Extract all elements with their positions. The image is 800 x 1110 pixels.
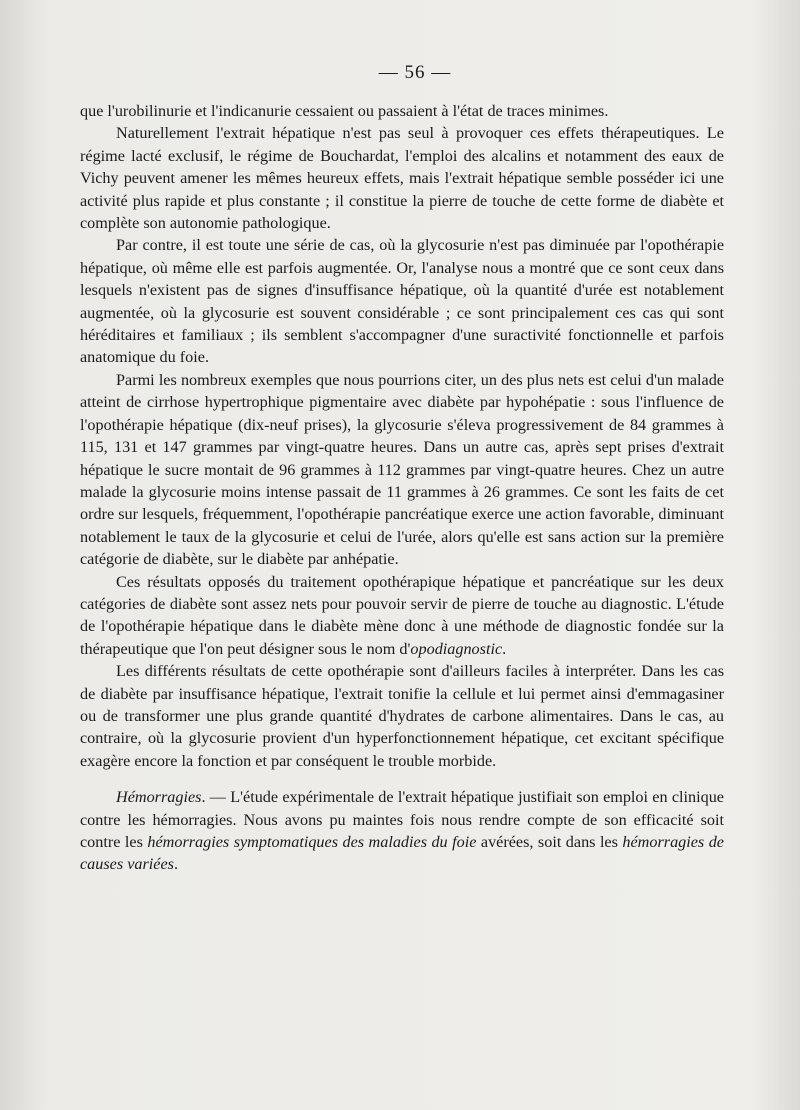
text-segment: Ces résultats opposés du traitement opothérapique hépatique et pancréatique sur les deux catégories de diabète sont assez nets pour pouvoir servir de pierre de touche au diagnostic. L'étude de l'opothérapie hépatique dans le diabète mène donc à une méthode de diagnostic fondée sur la thérapeutique que l'on peut désigner sous le nom d': [80, 572, 724, 658]
italic-text: hémorragies de causes variées: [80, 833, 724, 874]
italic-text: hémorragies symptomatiques des maladies du foie: [147, 833, 477, 851]
paragraph: [80, 571, 724, 661]
text-segment: . — L'étude expérimentale de l'extrait hépatique justifiait son emploi en clinique contre les hémorragies. Nous avons pu maintes fois nous rendre compte de son efficacité soit contre les: [80, 788, 724, 851]
paragraph: [80, 369, 724, 571]
page-number: — 56 —: [378, 62, 452, 83]
text-segment: Parmi les nombreux exemples que nous pourrions citer, un des plus nets est celui d'un malade atteint de cirrhose hypertrophique pigmentaire avec diabète par hypohépatie : sous l'influence de l'opothérapie hépatique (dix-neuf prises), la glycosurie s'éleva progressivement de 84 grammes à 115, 131 et 147 grammes par vingt-quatre heures. Dans un autre cas, après sept prises d'extrait hépatique le sucre montait de 96 grammes à 112 grammes par vingt-quatre heures. Chez un autre malade la glycosurie moins intense passait de 11 grammes à 26 grammes. Ce sont les faits de cet ordre sur lesquels, fréquemment, l'opothérapie pancréatique exerce une action favorable, diminuant notablement le taux de la glycosurie et celui de l'urée, alors qu'elle est sans action sur la première catégorie de diabète, sur le diabète par anhépatie.: [80, 370, 724, 569]
italic-text: opodiagnostic: [410, 639, 503, 658]
paragraph: [80, 786, 724, 876]
paragraph: [80, 122, 724, 234]
text-segment: .: [173, 855, 178, 874]
paragraph: [80, 660, 724, 772]
paragraph: [80, 234, 724, 368]
text-segment: .: [502, 639, 507, 658]
text-segment: Naturellement l'extrait hépatique n'est pas seul à provoquer ces effets thérapeutiques. Le régime lacté exclusif, le régime de Bouchardat, l'emploi des alcalins et notamment des eaux de Vichy peuvent amener les mêmes heureux effets, mais l'extrait hépatique semble posséder ici une activité plus rapide et plus constante ; il constitue la pierre de touche de cette forme de diabète et complète son autonomie pathologique.: [80, 124, 724, 233]
text-segment: Par contre, il est toute une série de cas, où la glycosurie n'est pas diminuée par l'opothérapie hépatique, où même elle est parfois augmentée. Or, l'analyse nous a montré que ce sont ceux dans lesquels n'existent pas de signes d'insuffisance hépatique, où la quantité d'urée est notablement augmentée, où la glycosurie est souvent considérable ; ce sont principalement ces cas qui sont héréditaires et familiaux ; ils semblent s'accompagner d'une suractivité fonctionnelle et parfois anatomique du foie.: [80, 236, 724, 367]
text-segment: que l'urobilinurie et l'indicanurie cessaient ou passaient à l'état de traces minimes.: [80, 102, 609, 120]
text-segment: Les différents résultats de cette opothérapie sont d'ailleurs faciles à interpréter. Dans les cas de diabète par insuffisance hépatique, l'extrait tonifie la cellule et lui permet ainsi d'emmagasiner ou de transformer une plus grande quantité d'hydrates de carbone alimentaires. Dans le cas, au contraire, où la glycosurie provient d'un hyperfonctionnement hépatique, cet excitant spécifique exagère encore la fonction et par conséquent le trouble morbide.: [80, 662, 724, 770]
text-segment: avérées, soit dans les: [476, 833, 623, 851]
body-text: [80, 100, 724, 876]
italic-text: Hémorragies: [116, 788, 202, 807]
paragraph: [80, 100, 724, 122]
